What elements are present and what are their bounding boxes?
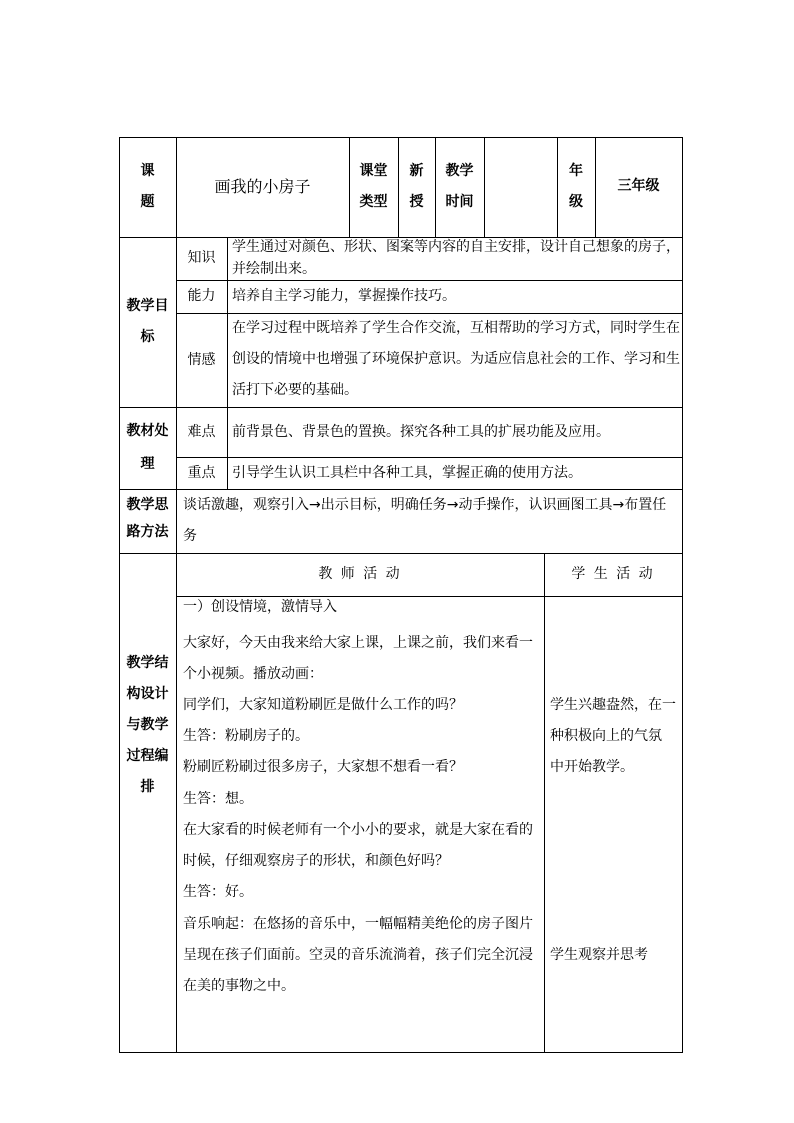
difficulty-text: 前背景色、背景色的置换。探究各种工具的扩展功能及应用。 — [232, 424, 610, 440]
student-activity-text-2: 学生观察并思考 — [550, 947, 648, 963]
grade-value: 三年级 — [617, 178, 660, 194]
knowledge-label: 知识 — [187, 250, 216, 266]
teacher-activity-header: 教 师 活 动 — [318, 566, 402, 582]
key-point-text: 引导学生认识工具栏中各种工具，掌握正确的使用方法。 — [232, 465, 582, 481]
emotion-label: 情感 — [187, 352, 216, 368]
ability-text: 培养自主学习能力，掌握操作技巧。 — [232, 288, 456, 304]
difficulty-label: 难点 — [187, 424, 216, 440]
lesson-plan-page: 课 题 画我的小房子 课堂 类型 新 授 教学 时间 年 级 三年级 教学目 标 知识 学生通过对颜色、形状、图案等内容的自主安排，设计自己想象的房子， 并绘制出来。 能力 培养自主学习能力，掌握操作技巧。 情感 在学习过程中既培养了学生合作交流，互相帮助的学习方式，同时学生在 创设的情境中也增强了环境保护意识。为适应信息社会的工作、学习和生 活打下必要的基础。 教材处 理 难点 前背景色、背景色的置换。探究各种工具的扩展功能及应用。 重点 引导学生认识工具栏中各种工具，掌握正确的使用方法。 教学思 路方法 谈话激趣，观察引入→出示目标，明确任务→动手操作，认识画图工具→布置任 务 教学结 构设计 与教学 过程编 排 教 师 活 动 学 生 活 动 一）创设情境，激情导入 大家好，今天由我来给大家上课，上课之前，我们来看一 个小视频。播放动画： 同学们，大家知道粉刷匠是做什么工作的吗？ 生答：粉刷房子的。 粉刷匠粉刷过很多房子，大家想不想看一看？ 生答：想。 在大家看的时候老师有一个小小的要求，就是大家在看的 时候，仔细观察房子的形状，和颜色好吗？ 生答：好。 音乐响起：在悠扬的音乐中，一幅幅精美绝伦的房子图片 呈现在孩子们面前。空灵的音乐流淌着，孩子们完全沉浸 在美的事物之中。 学生兴趣盎然，在一 种积极向上的气氛 中开始教学。 学生观察并思考 — [0, 0, 794, 1123]
lesson-title: 画我的小房子 — [214, 177, 311, 196]
ability-label: 能力 — [187, 288, 216, 304]
key-point-label: 重点 — [187, 465, 216, 481]
student-activity-header: 学 生 活 动 — [571, 566, 655, 582]
